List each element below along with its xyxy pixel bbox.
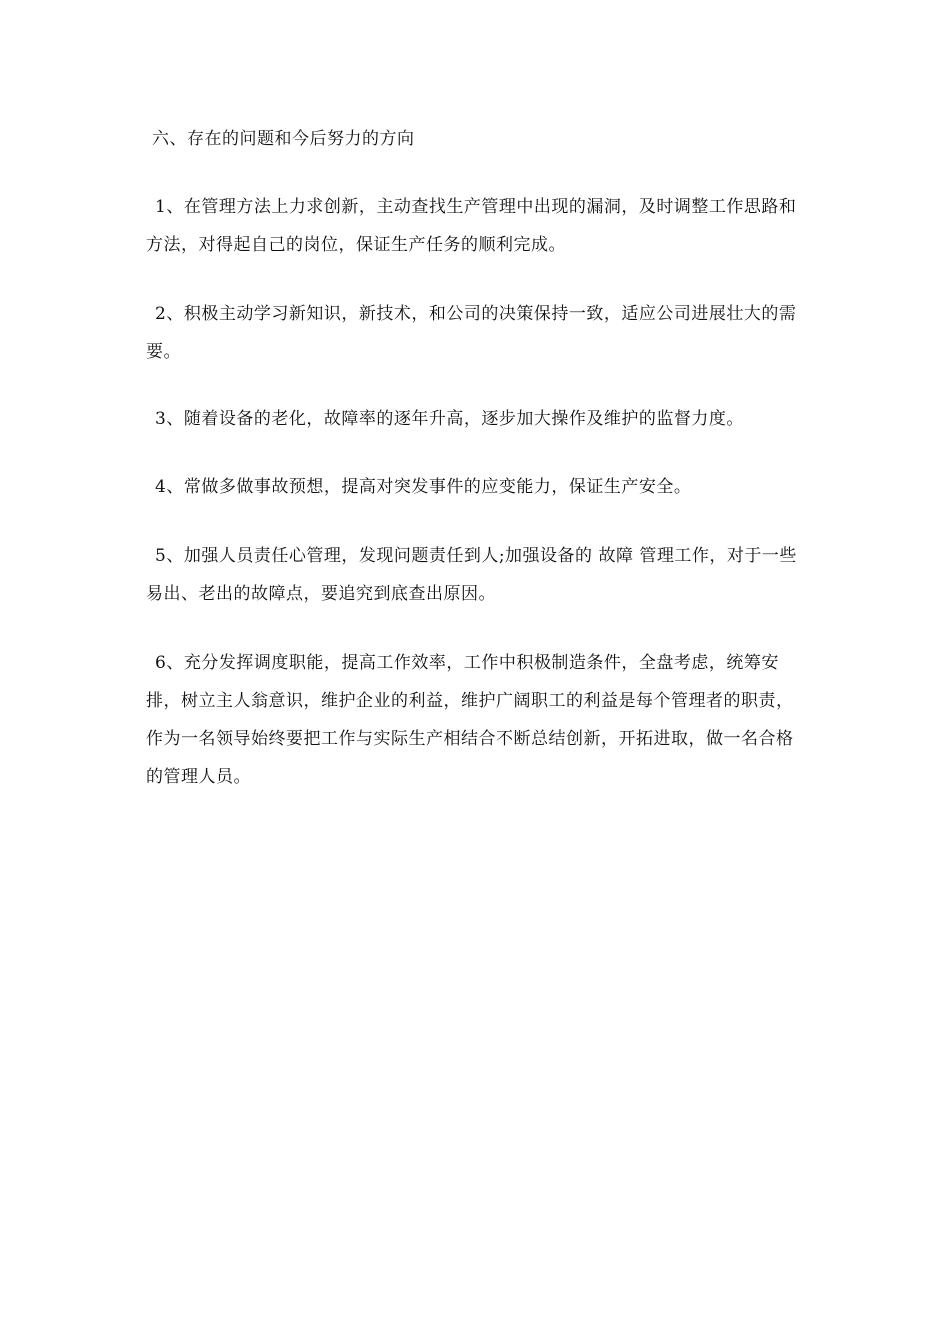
item-number: 5 [155,546,167,566]
item-number: 2 [155,304,167,324]
list-item [146,295,806,371]
list-item [146,537,806,613]
item-text: 、在管理方法上力求创新，主动查找生产管理中出现的漏洞，及时调整工作思路和方法，对得起自己的岗位，保证生产任务的顺利完成。 [146,197,797,255]
list-item [146,400,806,438]
item-text: 、充分发挥调度职能，提高工作效率，工作中积极制造条件，全盘考虑，统筹安排，树立主人翁意识，维护企业的利益，维护广阔职工的利益是每个管理者的职责，作为一名领导始终要把工作与实际生产相结合不断总结创新，开拓进取，做一名合格的管理人员。 [146,653,794,787]
list-item [146,188,806,264]
item-text: 、常做多做事故预想，提高对突发事件的应变能力，保证生产安全。 [166,477,692,497]
item-text: 、积极主动学习新知识，新技术，和公司的决策保持一致，适应公司进展壮大的需要。 [146,304,797,362]
section-heading: 六、存在的问题和今后努力的方向 [152,129,415,149]
item-number: 1 [155,197,167,217]
item-number: 3 [155,409,167,429]
item-number: 4 [155,477,167,497]
list-item [146,468,806,506]
list-item [146,644,806,796]
item-text: 、加强人员责任心管理，发现问题责任到人;加强设备的 故障 管理工作，对于一些易出、老出的故障点，要追究到底查出原因。 [146,546,797,604]
item-number: 6 [155,653,167,673]
item-text: 、随着设备的老化，故障率的逐年升高，逐步加大操作及维护的监督力度。 [166,409,744,429]
